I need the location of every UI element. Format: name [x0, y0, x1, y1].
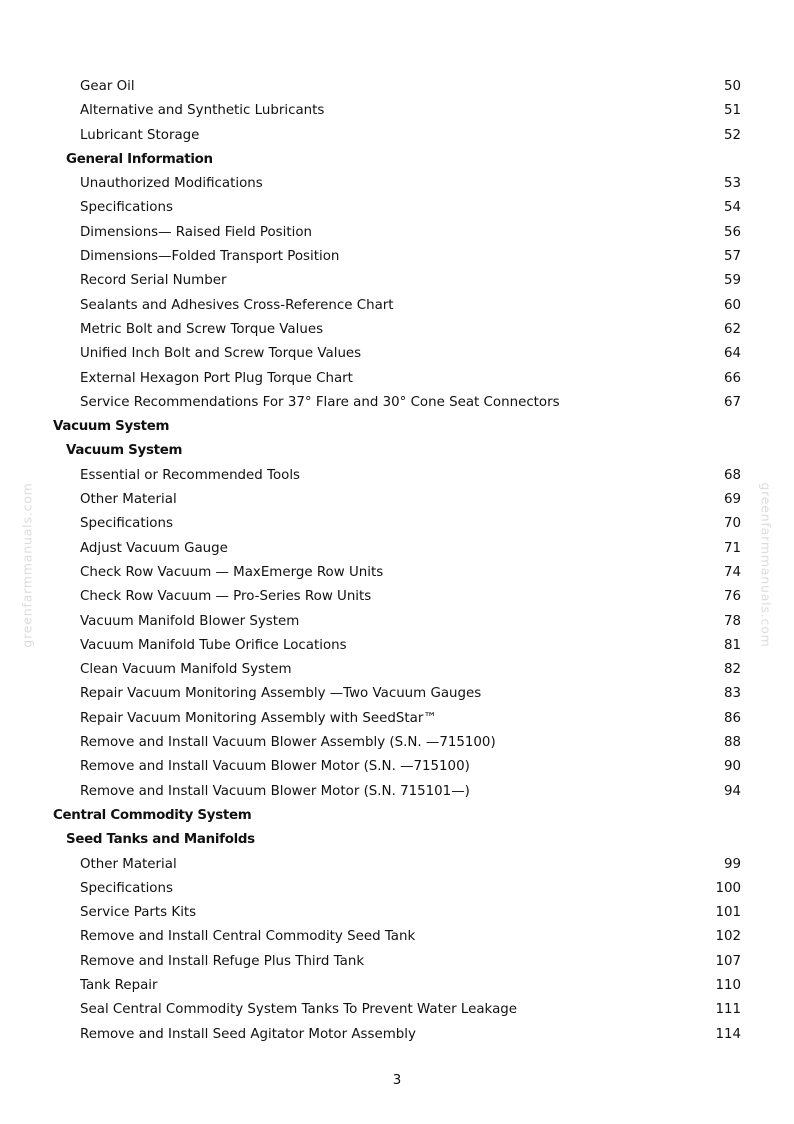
toc-entry[interactable]	[0, 853, 794, 877]
toc-entry-label: Vacuum Manifold Tube Orifice Locations	[80, 637, 347, 653]
toc-entry-label: Adjust Vacuum Gauge	[80, 540, 228, 556]
toc-entry[interactable]	[0, 464, 794, 488]
toc-entry-label: Alternative and Synthetic Lubricants	[80, 103, 325, 119]
toc-entry[interactable]	[0, 974, 794, 998]
toc-entry-page: 82	[723, 662, 741, 678]
toc-entry-label: Unauthorized Modifications	[80, 176, 263, 192]
toc-entry-page: 70	[723, 516, 741, 532]
toc-entry-label: Service Recommendations For 37° Flare and 30° Cone Seat Connectors	[80, 394, 560, 410]
toc-entry-page: 78	[723, 613, 741, 629]
toc-entry-label: Remove and Install Refuge Plus Third Tank	[80, 953, 365, 969]
toc-entry-page: 56	[723, 224, 741, 240]
toc-entry-page: 101	[715, 905, 741, 921]
toc-entry[interactable]	[0, 269, 794, 293]
toc-entry-page: 86	[723, 710, 741, 726]
toc-entry-label: Dimensions—Folded Transport Position	[80, 249, 340, 265]
toc-entry-page: 114	[715, 1026, 741, 1042]
toc-entry[interactable]	[0, 1023, 794, 1047]
watermark-left: greenfarmmanuals.com	[19, 482, 35, 648]
toc-entry[interactable]	[0, 99, 794, 123]
toc-entry-label: Lubricant Storage	[80, 127, 200, 143]
toc-entry-label: Vacuum System	[53, 419, 170, 435]
toc-entry-label: Tank Repair	[80, 977, 158, 993]
toc-subsection-heading	[0, 148, 794, 172]
toc-entry-label: Unified Inch Bolt and Screw Torque Values	[80, 346, 362, 362]
toc-entry-page: 67	[723, 394, 741, 410]
toc-entry[interactable]	[0, 367, 794, 391]
toc-entry-page: 69	[723, 492, 741, 508]
toc-entry-page: 107	[715, 953, 741, 969]
toc-entry[interactable]	[0, 561, 794, 585]
toc-entry-page: 51	[723, 103, 741, 119]
toc-entry-page: 68	[723, 467, 741, 483]
toc-entry[interactable]	[0, 731, 794, 755]
toc-entry-label: Other Material	[80, 856, 177, 872]
toc-entry-page: 64	[723, 346, 741, 362]
toc-entry-label: Metric Bolt and Screw Torque Values	[80, 321, 324, 337]
toc-entry-page: 83	[723, 686, 741, 702]
toc-entry-label: Seed Tanks and Manifolds	[66, 832, 255, 848]
toc-entry-label: Dimensions— Raised Field Position	[80, 224, 313, 240]
toc-entry[interactable]	[0, 998, 794, 1022]
toc-entry-page: 94	[723, 783, 741, 799]
toc-entry-label: Remove and Install Seed Agitator Motor Assembly	[80, 1026, 416, 1042]
toc-entry-label: Remove and Install Vacuum Blower Motor (S.N. 715101—)	[80, 783, 470, 799]
toc-entry-page: 66	[723, 370, 741, 386]
toc-entry-label: Vacuum Manifold Blower System	[80, 613, 300, 629]
toc-entry-label: Service Parts Kits	[80, 905, 197, 921]
toc-entry-page: 52	[723, 127, 741, 143]
toc-entry[interactable]	[0, 318, 794, 342]
page-number: 3	[392, 1073, 402, 1088]
toc-entry[interactable]	[0, 537, 794, 561]
toc-entry-label: External Hexagon Port Plug Torque Chart	[80, 370, 353, 386]
toc-entry-label: Remove and Install Vacuum Blower Motor (S.N. —715100)	[80, 759, 470, 775]
toc-entry-page: 57	[723, 249, 741, 265]
toc-entry-page: 74	[723, 564, 741, 580]
toc-entry[interactable]	[0, 634, 794, 658]
toc-entry-label: Check Row Vacuum — Pro-Series Row Units	[80, 589, 372, 605]
toc-entry-page: 71	[723, 540, 741, 556]
toc-entry[interactable]	[0, 877, 794, 901]
table-of-contents	[0, 75, 794, 1047]
toc-entry[interactable]	[0, 585, 794, 609]
toc-entry-page: 50	[723, 79, 741, 94]
toc-entry-label: Check Row Vacuum — MaxEmerge Row Units	[80, 564, 384, 580]
toc-entry[interactable]	[0, 294, 794, 318]
toc-entry-page: 99	[723, 856, 741, 872]
toc-entry-page: 60	[723, 297, 741, 313]
toc-section-heading	[0, 415, 794, 439]
toc-entry-label: Specifications	[80, 516, 173, 532]
toc-entry-label: Other Material	[80, 492, 177, 508]
toc-entry-label: Gear Oil	[80, 79, 135, 94]
toc-entry[interactable]	[0, 75, 794, 99]
toc-entry[interactable]	[0, 707, 794, 731]
toc-entry-label: Remove and Install Vacuum Blower Assembly (S.N. —715100)	[80, 735, 496, 751]
toc-entry[interactable]	[0, 512, 794, 536]
toc-entry-page: 88	[723, 735, 741, 751]
toc-entry-page: 53	[723, 176, 741, 192]
toc-entry-label: Specifications	[80, 200, 173, 216]
toc-entry-page: 102	[715, 929, 741, 945]
toc-entry-page: 90	[723, 759, 741, 775]
toc-subsection-heading	[0, 439, 794, 463]
toc-entry-page: 110	[715, 977, 741, 993]
toc-entry[interactable]	[0, 124, 794, 148]
toc-entry-page: 100	[715, 880, 741, 896]
toc-entry-label: Repair Vacuum Monitoring Assembly with SeedStar™	[80, 710, 437, 726]
toc-section-heading	[0, 804, 794, 828]
toc-entry-page: 62	[723, 321, 741, 337]
toc-entry[interactable]	[0, 780, 794, 804]
toc-entry-label: General Information	[66, 151, 213, 167]
toc-entry-page: 81	[723, 637, 741, 653]
toc-entry-page: 111	[715, 1002, 741, 1018]
toc-entry-label: Seal Central Commodity System Tanks To Prevent Water Leakage	[80, 1002, 518, 1018]
toc-entry-label: Remove and Install Central Commodity Seed Tank	[80, 929, 416, 945]
toc-entry-label: Essential or Recommended Tools	[80, 467, 301, 483]
watermark-right: greenfarmmanuals.com	[758, 482, 774, 648]
toc-entry[interactable]	[0, 682, 794, 706]
toc-entry-label: Vacuum System	[66, 443, 183, 459]
toc-entry[interactable]	[0, 221, 794, 245]
toc-entry[interactable]	[0, 196, 794, 220]
toc-entry[interactable]	[0, 925, 794, 949]
toc-entry-label: Central Commodity System	[53, 807, 252, 823]
toc-entry-page: 59	[723, 273, 741, 289]
toc-entry[interactable]	[0, 610, 794, 634]
toc-entry-label: Specifications	[80, 880, 173, 896]
toc-entry-page: 76	[723, 589, 741, 605]
toc-entry-label: Sealants and Adhesives Cross-Reference Chart	[80, 297, 394, 313]
toc-entry[interactable]	[0, 245, 794, 269]
toc-entry-label: Clean Vacuum Manifold System	[80, 662, 292, 678]
toc-entry[interactable]	[0, 658, 794, 682]
toc-entry-label: Repair Vacuum Monitoring Assembly —Two Vacuum Gauges	[80, 686, 482, 702]
toc-entry[interactable]	[0, 342, 794, 366]
toc-entry-page: 54	[723, 200, 741, 216]
toc-entry[interactable]	[0, 950, 794, 974]
toc-subsection-heading	[0, 828, 794, 852]
toc-entry[interactable]	[0, 172, 794, 196]
toc-entry-label: Record Serial Number	[80, 273, 227, 289]
toc-entry[interactable]	[0, 488, 794, 512]
toc-entry[interactable]	[0, 755, 794, 779]
toc-entry[interactable]	[0, 901, 794, 925]
toc-entry[interactable]	[0, 391, 794, 415]
